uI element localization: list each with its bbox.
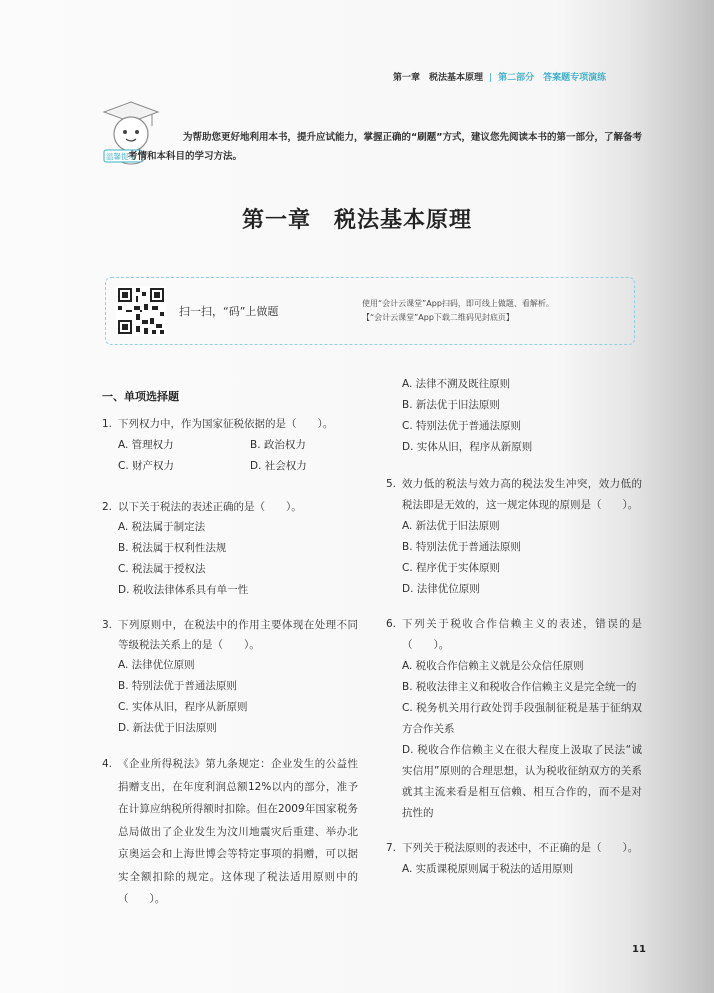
option-a[interactable]: A. 法律优位原则 [118, 659, 195, 671]
question-6 [386, 614, 642, 656]
option-d[interactable]: D. 法律优位原则 [402, 583, 480, 595]
scan-note-line-1: 使用“会计云课堂”App扫码，即可线上做题、看解析。 [362, 299, 554, 308]
option-c[interactable]: C. 实体从旧，程序从新原则 [118, 701, 248, 713]
header-separator: | [489, 73, 493, 83]
question-number: 1. [102, 418, 113, 430]
question-stem: 下列关于税法原则的表述中，不正确的是（ ）。 [402, 842, 639, 854]
question-number: 5. [386, 478, 397, 490]
tip-badge: 温馨提示 [106, 152, 136, 161]
question-2 [102, 497, 358, 517]
option-c[interactable]: C. 税务机关用行政处罚手段强制征税是基于征纳双方合作关系 [402, 702, 642, 735]
right-column [386, 374, 642, 880]
question-stem: 效力低的税法与效力高的税法发生冲突，效力低的税法即是无效的，这一规定体现的原则是（ ）。 [402, 478, 642, 511]
scan-label: 扫一扫，“码”上做题 [179, 305, 279, 318]
option-c[interactable]: C. 程序优于实体原则 [402, 562, 501, 574]
option-b[interactable]: B. 新法优于旧法原则 [402, 399, 500, 411]
option-c[interactable]: C. 税法属于授权法 [118, 563, 206, 575]
option-c[interactable]: C. 财产权力 [118, 460, 175, 472]
option-c[interactable]: C. 特别法优于普通法原则 [402, 420, 522, 432]
qr-code-icon[interactable] [116, 286, 166, 336]
option-b[interactable]: B. 特别法优于普通法原则 [402, 541, 521, 553]
left-column [102, 414, 358, 911]
option-d[interactable]: D. 实体从旧，程序从新原则 [402, 441, 533, 453]
option-a[interactable]: A. 新法优于旧法原则 [402, 520, 500, 532]
question-5 [386, 474, 642, 516]
option-b[interactable]: B. 政治权力 [250, 439, 306, 451]
option-a[interactable]: A. 税法属于制定法 [118, 521, 206, 533]
question-stem: 《企业所得税法》第九条规定：企业发生的公益性捐赠支出，在年度利润总额12%以内的部分，准予在计算应纳税所得额时扣除。但在2009年国家税务总局做出了企业发生为汶川地震灾后重建、举办北京奥运会和上海世博会等特定事项的捐赠，可以据实全额扣除的规定。这体现了税法适用原则中的（ ）。 [118, 758, 358, 905]
question-number: 6. [386, 618, 397, 630]
section-title: 一、单项选择题 [102, 390, 179, 403]
option-b[interactable]: B. 税法属于权利性法规 [118, 542, 227, 554]
question-1 [102, 414, 358, 434]
question-number: 3. [102, 619, 113, 631]
page-number: 11 [632, 944, 646, 955]
scan-note-line-2: 【“会计云课堂”App下载二维码见封底页】 [362, 313, 514, 322]
question-stem: 以下关于税法的表述正确的是（ ）。 [118, 501, 302, 513]
chapter-title: 第一章 税法基本原理 [241, 207, 472, 233]
header-chapter: 第一章 税法基本原理 [393, 73, 484, 83]
option-a[interactable]: A. 管理权力 [118, 439, 174, 451]
option-d[interactable]: D. 社会权力 [250, 460, 307, 472]
running-header [393, 70, 606, 83]
option-b[interactable]: B. 特别法优于普通法原则 [118, 680, 237, 692]
question-stem: 下列权力中，作为国家征税依据的是（ ）。 [118, 418, 334, 430]
question-number: 7. [386, 842, 397, 854]
question-stem: 下列原则中，在税法中的作用主要体现在处理不同等级税法关系上的是（ ）。 [118, 619, 358, 651]
option-a[interactable]: A. 法律不溯及既往原则 [402, 378, 511, 390]
option-d[interactable]: D. 税收法律体系具有单一性 [118, 584, 249, 596]
question-3 [102, 615, 358, 655]
option-b[interactable]: B. 税收法律主义和税收合作信赖主义是完全统一的 [402, 681, 637, 693]
scan-note [362, 297, 554, 325]
option-a[interactable]: A. 实质课税原则属于税法的适用原则 [402, 863, 574, 875]
option-d[interactable]: D. 税收合作信赖主义在很大程度上汲取了民法“诚实信用”原则的合理思想，认为税收征纳双方的关系就其主流来看是相互信赖、相互合作的，而不是对抗性的 [402, 744, 642, 819]
question-number: 2. [102, 501, 113, 513]
tip-text: 为帮助您更好地利用本书，提升应试能力，掌握正确的“刷题”方式，建议您先阅读本书的第一部分，了解备考考情和本科目的学习方法。 [128, 132, 642, 162]
option-a[interactable]: A. 税收合作信赖主义就是公众信任原则 [402, 660, 584, 672]
option-d[interactable]: D. 新法优于旧法原则 [118, 722, 217, 734]
question-7 [386, 838, 642, 859]
header-part: 第二部分 答案题专项演练 [498, 73, 607, 83]
question-4 [102, 753, 358, 911]
question-number: 4. [102, 758, 113, 770]
question-stem: 下列关于税收合作信赖主义的表述，错误的是（ ）。 [402, 618, 642, 651]
